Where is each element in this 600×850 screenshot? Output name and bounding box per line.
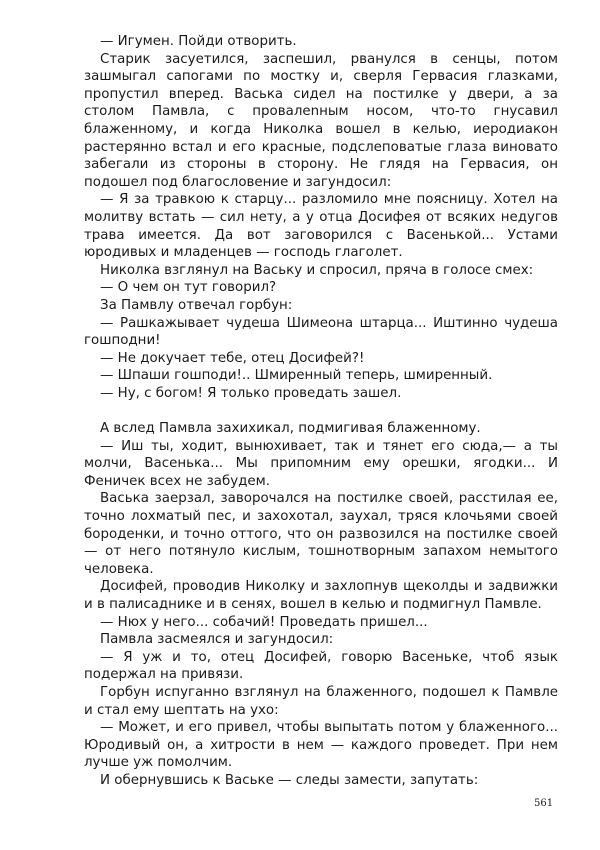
paragraph: А вслед Памвла захихикал, подмигивая блаженному.: [100, 421, 481, 437]
paragraph: Старик засуетился, заспешил, рванулся в сенцы, потом зашмыгал сапогами по мостку и, сверля Гервасия глазками, пропустил вперед. Васька сидел на постилке у двери, а за столом Памвла, с провалenным носом, что-то гнусавил блаженному, и когда Николка вошел в келью, иеродиакон растерянно встал и его красные, подслеповатые глаза виновато забегали из стороны в сторону. Не глядя на Гервасия, он подошел под благословение и загундосил:: [84, 51, 558, 190]
paragraph: И обернувшись к Ваське — следы замести, запутать:: [100, 772, 479, 788]
paragraph: — Нюх у него... собачий! Проведать пришел...: [100, 614, 428, 630]
paragraph: — Я уж и то, отец Досифей, говорю Васеньке, чтоб язык подержал на привязи.: [84, 649, 558, 683]
paragraph: — Ну, с богом! Я только проведать зашел.: [100, 385, 402, 401]
paragraph: Николка взглянул на Ваську и спросил, пряча в голосе смех:: [100, 262, 534, 278]
paragraph: — Не докучает тебе, отец Досифей?!: [100, 350, 365, 366]
paragraph: — Рашкажывает чудеша Шимеона штарца... Иштинно чудеша гошподни!: [84, 315, 558, 349]
paragraph: Васька заерзал, заворочался на постилке своей, расстилая ее, точно лохматый пес, и захохотал, заухал, тряся клочьями своей бороденки, и точно оттого, что он развозился на постилке своей — от него потянуло кислым, тошнотворным запахом немытого человека.: [84, 491, 558, 577]
paragraph: — О чем он тут говорил?: [100, 280, 277, 296]
paragraph: — Может, и его привел, чтобы выпытать потом у блаженного... Юродивый он, а хитрости в нем — каждого проведет. При нем лучше уж помолчим.: [84, 720, 558, 771]
paragraph: За Памвлу отвечал горбун:: [100, 297, 293, 313]
paragraph: — Игумен. Пойди отворить.: [100, 34, 297, 49]
paragraph: — Я за травкою к старцу... разломило мне поясницу. Хотел на молитву встать — сил нету, а у отца Досифея от всяких недугов трава имеется. Да вот заговорился с Васенькой... Устами юродивых и младенцев — господь глаголет.: [84, 192, 558, 261]
paragraph: Горбун испуганно взглянул на блаженного, подошел к Памвле и стал ему шептать на ухо:: [84, 684, 558, 718]
paragraph: Памвла засмеялся и загундосил:: [100, 632, 334, 648]
paragraph: — Иш ты, ходит, вынюхивает, так и тянет его сюда,— а ты молчи, Васенька... Мы припомним ему орешки, ягодки... И Феничек всех не забудем.: [84, 438, 558, 489]
page-number: 561: [534, 798, 554, 809]
body-text: [84, 33, 558, 790]
paragraph: Досифей, проводив Николку и захлопнув щеколды и задвижки и в палисаднике и в сенях, вошел в келью и подмигнул Памвле.: [84, 579, 558, 612]
paragraph: — Шпаши гошподи!.. Шмиренный теперь, шмиренный.: [100, 368, 493, 384]
